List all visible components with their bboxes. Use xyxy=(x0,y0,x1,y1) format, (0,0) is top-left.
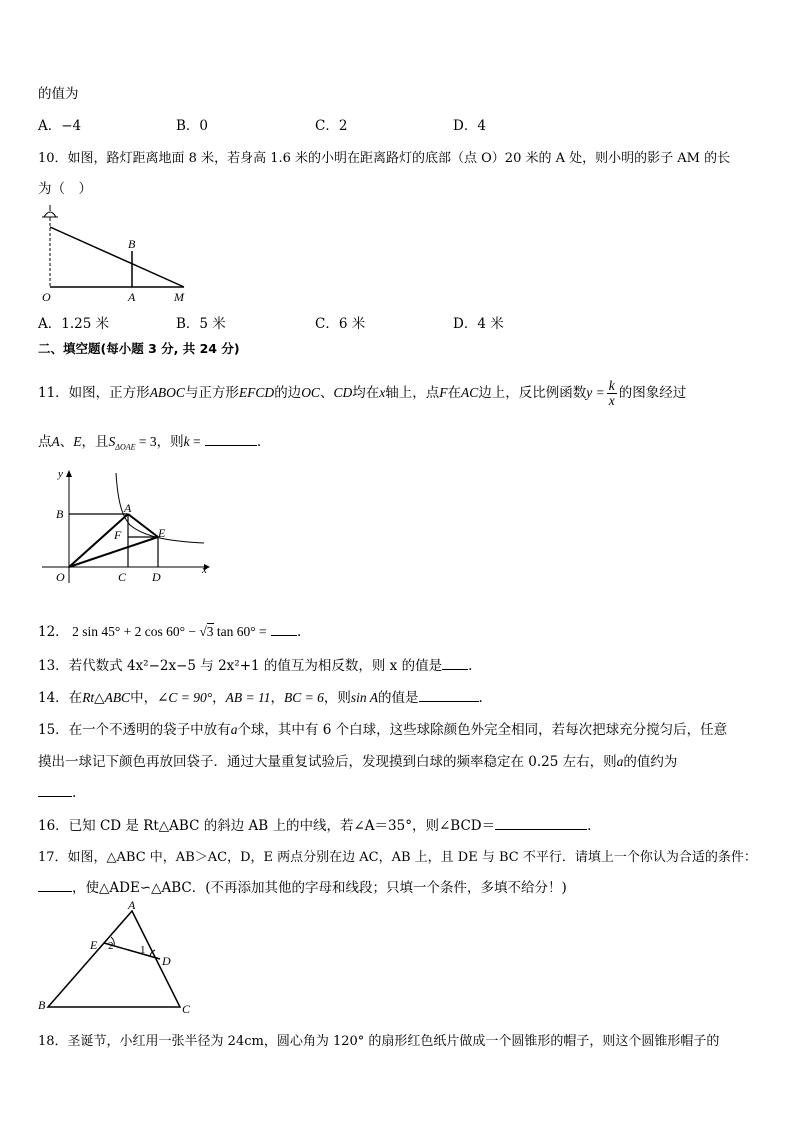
q10-option-b: B．5 米 xyxy=(176,316,226,332)
q15-stem-line1: 15．在一个不透明的袋子中放有a个球，其中有 6 个白球，这些球除颜色外完全相同，若每次把球充分搅匀后，任意 xyxy=(38,722,728,738)
answer-blank[interactable] xyxy=(38,877,72,892)
label-B: B xyxy=(56,507,64,521)
q12-stem: 12． 2 sin 45° + 2 cos 60° − √3 tan 60° = . xyxy=(38,620,301,640)
answer-blank[interactable] xyxy=(442,655,468,670)
lamp-icon xyxy=(42,205,58,221)
q15-stem-line3: . xyxy=(38,782,76,801)
label-A: A xyxy=(124,501,132,515)
label-B: B xyxy=(128,237,136,251)
label-C: C xyxy=(118,570,127,584)
q10-stem-line1: 10．如图，路灯距离地面 8 米，若身高 1.6 米的小明在距离路灯的底部（点 O）20 米的 A 处，则小明的影子 AM 的长 xyxy=(38,151,731,166)
label-D: D xyxy=(162,954,171,968)
section-heading: 二、填空题(每小题 3 分, 共 24 分) xyxy=(38,341,240,356)
function-fraction: $\frac{k}{x}$ xyxy=(608,378,615,408)
label-x: x xyxy=(202,564,207,576)
triangle-ABC xyxy=(48,911,180,1007)
y-axis-arrow-icon xyxy=(66,470,72,477)
q11-stem-line1: 11．如图，正方形ABOC与正方形EFCD的边OC、CD均在x轴上，点F在AC边上，反比例函数y = $\frac{k}{x}$ 的图象经过 xyxy=(38,378,687,408)
answer-blank[interactable] xyxy=(271,621,297,636)
label-F: F xyxy=(114,528,122,542)
label-C: C xyxy=(182,1002,191,1016)
label-angle-2: 2 xyxy=(108,940,114,952)
q17-stem-line2: ，使△ADE∽△ABC．(不再添加其他的字母和线段；只填一个条件，多填不给分！) xyxy=(38,876,567,896)
q16-stem: 16．已知 CD 是 Rt△ABC 的斜边 AB 上的中线，若∠A＝35°，则∠BCD＝ . xyxy=(38,814,591,834)
q17-stem-line1: 17．如图，△ABC 中，AB＞AC，D，E 两点分别在边 AC，AB 上，且 DE 与 BC 不平行．请填上一个你认为合适的条件： xyxy=(38,850,757,865)
light-ray xyxy=(50,227,184,287)
q17-figure xyxy=(36,897,198,1017)
q15-stem-line2: 摸出一球记下颜色再放回袋子．通过大量重复试验后，发现摸到白球的频率稳定在 0.25 左右，则a的值约为 xyxy=(38,754,678,770)
q11-stem-line2: 点A、E，且$S_{\Delta OAE} = 3$，则k = . xyxy=(38,430,261,452)
q10-option-c: C．6 米 xyxy=(315,316,366,332)
label-M: M xyxy=(174,290,184,304)
q10-option-d: D．4 米 xyxy=(453,316,504,332)
q14-stem: 14．在Rt△ABC中，∠C = 90°，AB = 11，BC = 6，则sin A的值是 . xyxy=(38,686,483,706)
answer-blank[interactable] xyxy=(419,687,479,702)
label-A: A xyxy=(128,290,136,304)
label-E: E xyxy=(158,526,166,540)
answer-blank[interactable] xyxy=(495,815,587,830)
label-y: y xyxy=(58,468,63,480)
label-O: O xyxy=(56,570,65,584)
segment-AE xyxy=(128,514,158,537)
label-A: A xyxy=(128,898,136,912)
q9-option-a: A．−4 xyxy=(38,118,82,134)
q11-figure xyxy=(38,465,213,587)
answer-blank[interactable] xyxy=(38,782,72,797)
q9-option-d: D．4 xyxy=(453,118,486,134)
answer-blank[interactable] xyxy=(205,431,257,446)
label-E: E xyxy=(90,938,98,952)
q18-stem: 18．圣诞节，小红用一张半径为 24cm，圆心角为 120° 的扇形红色纸片做成一个圆锥形的帽子，则这个圆锥形帽子的 xyxy=(38,1034,720,1049)
q9-option-c: C．2 xyxy=(315,118,348,134)
label-B: B xyxy=(38,998,46,1012)
q13-stem: 13．若代数式 4x²−2x−5 与 2x²+1 的值互为相反数，则 x 的值是 . xyxy=(38,654,472,674)
q9-tail: 的值为 xyxy=(38,86,79,102)
q10-figure xyxy=(36,203,196,305)
label-angle-1: 1 xyxy=(140,944,146,956)
q10-option-a: A．1.25 米 xyxy=(38,316,110,332)
label-D: D xyxy=(152,570,161,584)
q10-stem-line2: 为（ ） xyxy=(38,181,92,197)
label-O: O xyxy=(42,290,51,304)
q9-option-b: B．0 xyxy=(176,118,209,134)
